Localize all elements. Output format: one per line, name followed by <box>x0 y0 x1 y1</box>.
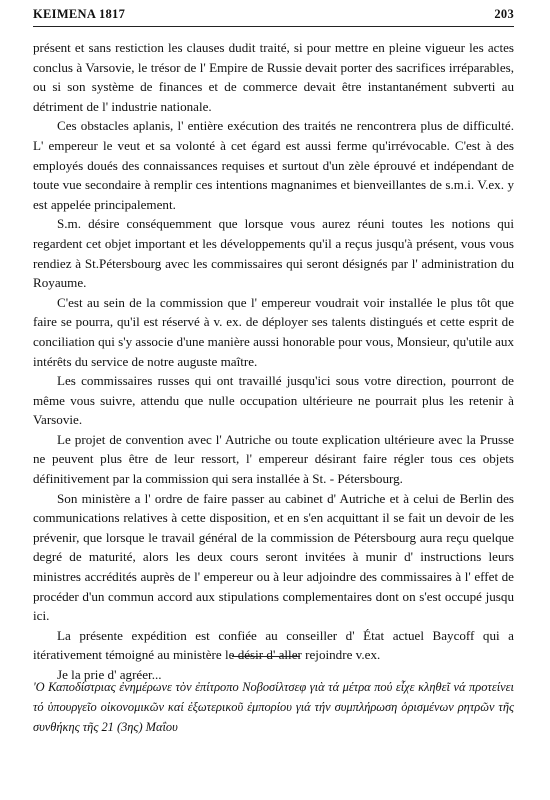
paragraph-2: Ces obstacles aplanis, l' entière exécution des traités ne rencontrera plus de difficulté. L' empereur le veut et sa volonté à cet égard est aussi ferme qu'irrévocable. C'est à des employés doués des connaissances requises et surtout d'un zèle éprouvé et indépendant de toute vue secondaire à remplir ces intentions magnanimes et bienveillantes de s.m.i. V.ex. y est appelée principalement. <box>33 118 514 212</box>
paragraph-6: Le projet de convention avec l' Autriche ou toute explication ultérieure avec la Prusse ne peuvent plus être de leur ressort, l' empereur désirant faire régler tous ces objets définitivement par la commission qui sera installée à St. - Pétersbourg. <box>33 431 514 487</box>
paragraph-5: Les commissaires russes qui ont travaillé jusqu'ici sous votre direction, pourront de même vous suivre, attendu que nulle occupation ultérieure ne pourrait plus les retenir à Varsovie. <box>33 373 514 428</box>
footnote-separator <box>232 656 300 657</box>
paragraph-7: Son ministère a l' ordre de faire passer au cabinet d' Autriche et à celui de Berlin des communications relatives à cette disposition, et en s'en acquittant il se fait un devoir de les prévenir, que lorsque le travail général de la commission de Pétersbourg aura reçu quelque degré de maturité, alors les deux cours seront invitées à munir d' instructions leurs ministres accrédités auprès de l' empereur ou à leur adjoindre des commissaires à l' effet de procéder d'un commun accord aux stipulations complementaires dont on s'est occupé jusqu ici. <box>33 490 514 624</box>
footnote-text: 'Ο Καποδίστριας ἐνημέρωνε τὸν ἐπίτροπο Νοβοσίλτσεφ γιὰ τά μέτρα πού εἶχε κληθεῖ νά προτείνει τό ὑπουργεῖο οἰκονομικῶν καί ἐξωτερικοῦ ἐμπορίου γιά τήν συμπλήρωση ὁρισμένων ρητρῶν τῆς συνθήκης τῆς 21 (3ης) Μαΐου <box>33 680 514 735</box>
paragraph-4: C'est au sein de la commission que l' empereur voudrait voir installée le plus tôt que faire se pourra, qu'il est réservé à v. ex. de déployer ses talents distingués et cette esprit de conciliation qui s'y associe d'une manière aussi honorable pour vous, Monsieur, qu'utile aux intérêts du service de notre auguste maître. <box>33 294 514 369</box>
paragraph-8: La présente expédition est confiée au conseiller d' État actuel Baycoff qui a itérativement témoigné au ministère le désir d' aller rejoindre v.ex. <box>33 627 514 663</box>
paragraph-3: S.m. désire conséquemment que lorsque vous aurez réuni toutes les notions qui regardent cet objet important et les développements qu'il a reçus jusqu'à présent, vous vous rendiez à St.Pétersbourg avec les commissaires qui seront désignés par l' administration du Royaume. <box>33 216 514 291</box>
page-number: 203 <box>494 7 514 21</box>
body-text <box>33 38 514 685</box>
running-head <box>33 7 514 22</box>
paragraph-1: présent et sans restiction les clauses dudit traité, si pour mettre en pleine vigueur les actes conclus à Varsovie, le trésor de l' Empire de Russie devait porter des sacrifices irréparables, ou si son système de finances et de commerce devait être instantanément subverti au détriment de l' industrie nationale. <box>33 40 514 114</box>
paragraph-9: Je la prie d' agréer... <box>57 667 162 682</box>
running-title: KEIMENA 1817 <box>33 7 126 21</box>
header-rule <box>33 26 514 27</box>
